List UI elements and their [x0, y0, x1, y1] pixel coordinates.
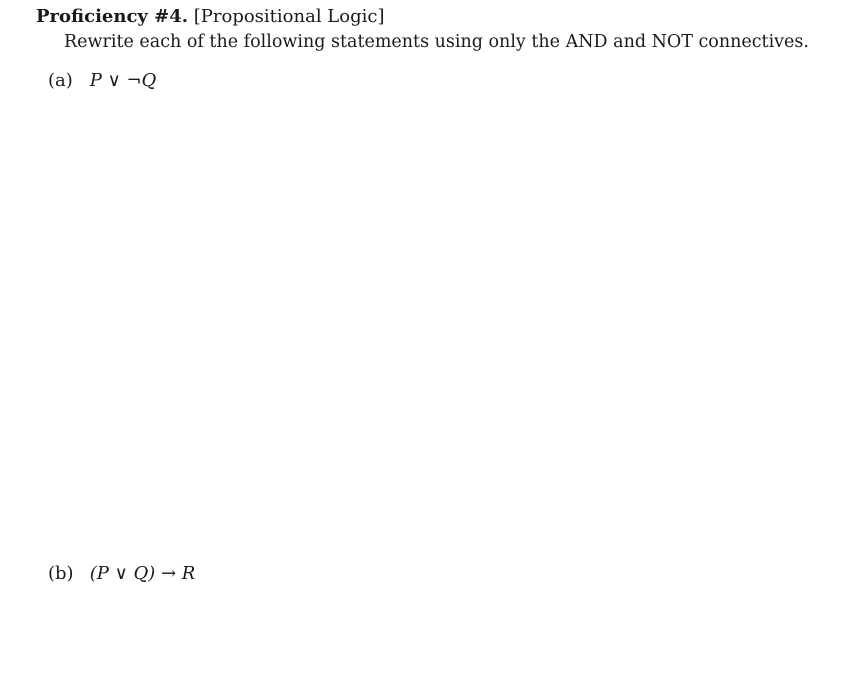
problem-item-a	[48, 70, 156, 92]
problem-label: (a)	[48, 70, 73, 91]
problem-heading	[36, 6, 384, 28]
instruction-text: Rewrite each of the following statements using only the AND and NOT connectives.	[64, 32, 809, 52]
problem-label: (b)	[48, 563, 74, 584]
heading-topic: [Propositional Logic]	[193, 6, 385, 27]
problem-item-b	[48, 563, 195, 585]
logic-expression: P ∨ ¬Q	[89, 70, 157, 91]
heading-title: Proficiency #4.	[36, 6, 189, 27]
logic-expression: (P ∨ Q) → R	[89, 563, 196, 584]
